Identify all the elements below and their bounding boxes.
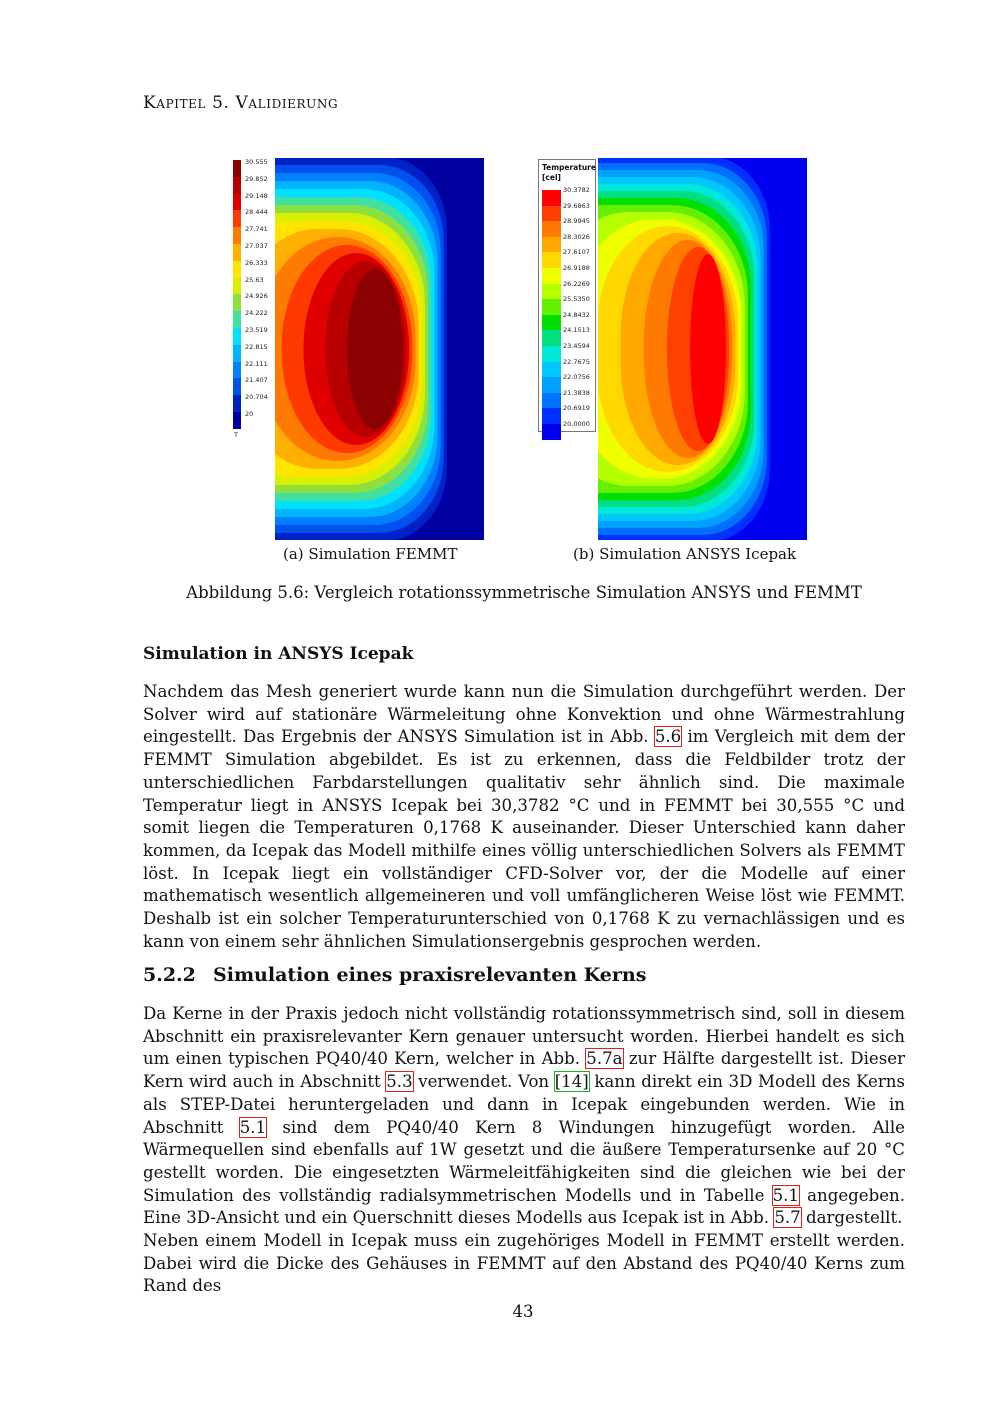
colorbar-tick-label: 20 [245, 410, 254, 418]
colorbar-tick-label: 27.037 [245, 242, 268, 250]
legend-swatch [542, 377, 561, 393]
colorbar-tick-label: 24.222 [245, 309, 268, 318]
colorbar-swatch [233, 412, 241, 429]
legend-swatch [542, 393, 561, 409]
legend-tick-label: 23.4594 [563, 342, 590, 350]
page-number: 43 [512, 1302, 534, 1321]
colorbar-tick-label: 28.444 [245, 208, 268, 217]
figure-caption: Abbildung 5.6: Vergleich rotationssymmetrische Simulation ANSYS und FEMMT [186, 583, 862, 602]
colorbar-swatch [233, 194, 241, 211]
colorbar-swatch [233, 210, 241, 227]
section-heading [143, 964, 646, 986]
colorbar-swatch [233, 278, 241, 295]
colorbar-swatch [233, 244, 241, 261]
colorbar-swatch [233, 345, 241, 362]
paragraph-3: Neben einem Modell in Icepak muss ein zugehöriges Modell in FEMMT erstellt werden. Dabei wird die Dicke des Gehäuses in FEMMT auf den Abstand des PQ40/40 Kerns zum Rand des [143, 1231, 905, 1296]
legend-tick-label: 22.7675 [563, 357, 590, 366]
legend-tick-label: 28.3026 [563, 232, 590, 241]
icepak-temperature-plot [598, 158, 807, 540]
legend-tick-label: 26.2269 [563, 279, 590, 288]
ref-link-fig-5-6[interactable]: 5.6 [654, 727, 682, 747]
colorbar-tick-label: 25.63 [245, 275, 264, 284]
legend-swatch [542, 408, 561, 424]
colorbar-tick-label: 23.519 [245, 326, 268, 334]
legend-swatch [542, 330, 561, 346]
subfigure-caption-a: (a) Simulation FEMMT [283, 545, 458, 563]
paragraph-heading: Simulation in ANSYS Icepak [143, 644, 414, 664]
legend-swatch [542, 299, 561, 315]
legend-swatch [542, 206, 561, 222]
subfigure-caption-b: (b) Simulation ANSYS Icepak [573, 545, 797, 563]
paragraph-2: Da Kerne in der Praxis jedoch nicht vollständig rotationssymmetrisch sind, soll in diesem Abschnitt ein praxisrelevanter Kern genauer untersucht worden. Hierbei handelt es sich um einen typischen PQ40/40 Kern, welcher in Abb. 5.7a zur Hälfte dargestellt ist. Dieser Kern wird auch in Abschnitt 5.3 verwendet. Von [14] kann direkt ein 3D Modell des Kerns als STEP-Datei heruntergeladen und dann in Icepak eingebunden werden. Wie in Abschnitt 5.1 sind dem PQ40/40 Kern 8 Windungen hinzugefügt worden. Alle Wärmequellen sind ebenfalls auf 1W gesetzt und die äußere Temperatursenke auf 20 °C gestellt worden. Die eingesetzten Wärmeleitfähigkeiten sind die gleichen wie bei der Simulation des vollständig radialsymmetrischen Modells und in Tabelle 5.1 angegeben. Eine 3D-Ansicht und ein Querschnitt dieses Modells aus Icepak ist in Abb. 5.7 dargestellt. Neben einem Modell in Icepak muss ein zugehöriges Modell in FEMMT erstellt werden. Dabei wird die Dicke des Gehäuses in FEMMT auf den Abstand des PQ40/40 Kerns zum Rand des [143, 1004, 905, 1296]
section-number: 5.2.2 [143, 964, 196, 986]
legend-tick-label: 24.8432 [563, 310, 590, 319]
legend-tick-label: 22.0756 [563, 373, 590, 382]
citation-link-14[interactable]: [14] [554, 1072, 589, 1092]
colorbar-tick-label: 27.741 [245, 225, 268, 234]
legend-tick-label: 21.3838 [563, 388, 590, 397]
legend-tick-label: 30.3782 [563, 186, 590, 194]
ref-link-fig-5-7[interactable]: 5.7 [774, 1208, 801, 1228]
colorbar-swatch [233, 261, 241, 278]
colorbar-tick-label: 29.148 [245, 191, 268, 200]
colorbar-tick-label: 22.111 [245, 359, 268, 368]
femmt-temperature-plot [275, 158, 484, 540]
legend-swatch [542, 221, 561, 237]
legend-swatch [542, 424, 561, 440]
legend-swatch [542, 252, 561, 268]
icepak-legend-title: Temperature [cel] [542, 163, 596, 182]
legend-swatch [542, 284, 561, 300]
colorbar-swatch [233, 227, 241, 244]
colorbar-tick-label: 22.815 [245, 342, 268, 351]
colorbar-tick-label: 21.407 [245, 376, 268, 385]
colorbar-swatch [233, 160, 241, 177]
colorbar-swatch [233, 328, 241, 345]
colorbar-swatch [233, 177, 241, 194]
legend-tick-label: 20.0000 [563, 420, 590, 428]
legend-tick-label: 28.9945 [563, 217, 590, 226]
legend-swatch [542, 237, 561, 253]
ref-link-sec-5-1[interactable]: 5.1 [239, 1117, 267, 1137]
colorbar-swatch [233, 294, 241, 311]
colorbar-tick-label: 20.704 [245, 393, 268, 402]
legend-tick-label: 29.6863 [563, 201, 590, 210]
colorbar-tick-label: 30.555 [245, 158, 268, 166]
paragraph-1: Nachdem das Mesh generiert wurde kann nun die Simulation durchgeführt werden. Der Solver wird auf stationäre Wärmeleitung ohne Konvektion und ohne Wärmestrahlung eingestellt. Das Ergebnis der ANSYS Simulation ist in Abb. 5.6 im Vergleich mit dem der FEMMT Simulation abgebildet. Es ist zu erkennen, dass die Feldbilder trotz der unterschiedlichen Farbdarstellungen qualitativ sehr ähnlich sind. Die maximale Temperatur liegt in ANSYS Icepak bei 30,3782 °C und in FEMMT bei 30,555 °C und somit liegen die Temperaturen 0,1768 K auseinander. Dieser Unterschied kann daher kommen, da Icepak das Modell mithilfe eines völlig unterschiedlichen Solvers als FEMMT löst. In Icepak liegt ein vollständiger CFD-Solver vor, der die Modelle auf einer mathematisch wesentlich allgemeineren und voll umfänglicheren Weise löst wie FEMMT. Deshalb ist ein solcher Temperaturunterschied von 0,1768 K zu vernachlässigen und es kann von einem sehr ähnlichen Simulationsergebnis gesprochen werden. [143, 682, 905, 951]
contour-band [347, 269, 403, 429]
legend-swatch [542, 315, 561, 331]
colorbar-tick-label: 29.852 [245, 174, 268, 183]
icepak-legend [538, 159, 596, 432]
colorbar-swatch [233, 362, 241, 379]
ref-link-sec-5-3[interactable]: 5.3 [386, 1072, 413, 1092]
legend-swatch [542, 268, 561, 284]
section-title: Simulation eines praxisrelevanten Kerns [213, 964, 647, 986]
legend-tick-label: 20.6919 [563, 404, 590, 413]
ref-link-fig-5-7a[interactable]: 5.7a [586, 1049, 623, 1069]
legend-tick-label: 26.9188 [563, 264, 590, 272]
colorbar-swatch [233, 311, 241, 328]
colorbar-swatch [233, 395, 241, 412]
legend-tick-label: 25.5350 [563, 295, 590, 304]
legend-tick-label: 24.1513 [563, 326, 590, 335]
colorbar-tick-label: 24.926 [245, 292, 268, 301]
legend-swatch [542, 190, 561, 206]
running-header: Kapitel 5. Validierung [143, 93, 339, 113]
colorbar-tick-label: 26.333 [245, 258, 268, 267]
colorbar-axis-letter: T [234, 430, 238, 439]
legend-swatch [542, 346, 561, 362]
contour-band [690, 254, 726, 444]
femmt-colorbar [233, 160, 273, 440]
ref-link-table-5-1[interactable]: 5.1 [772, 1185, 799, 1205]
legend-tick-label: 27.6107 [563, 248, 590, 257]
colorbar-swatch [233, 378, 241, 395]
legend-swatch [542, 362, 561, 378]
